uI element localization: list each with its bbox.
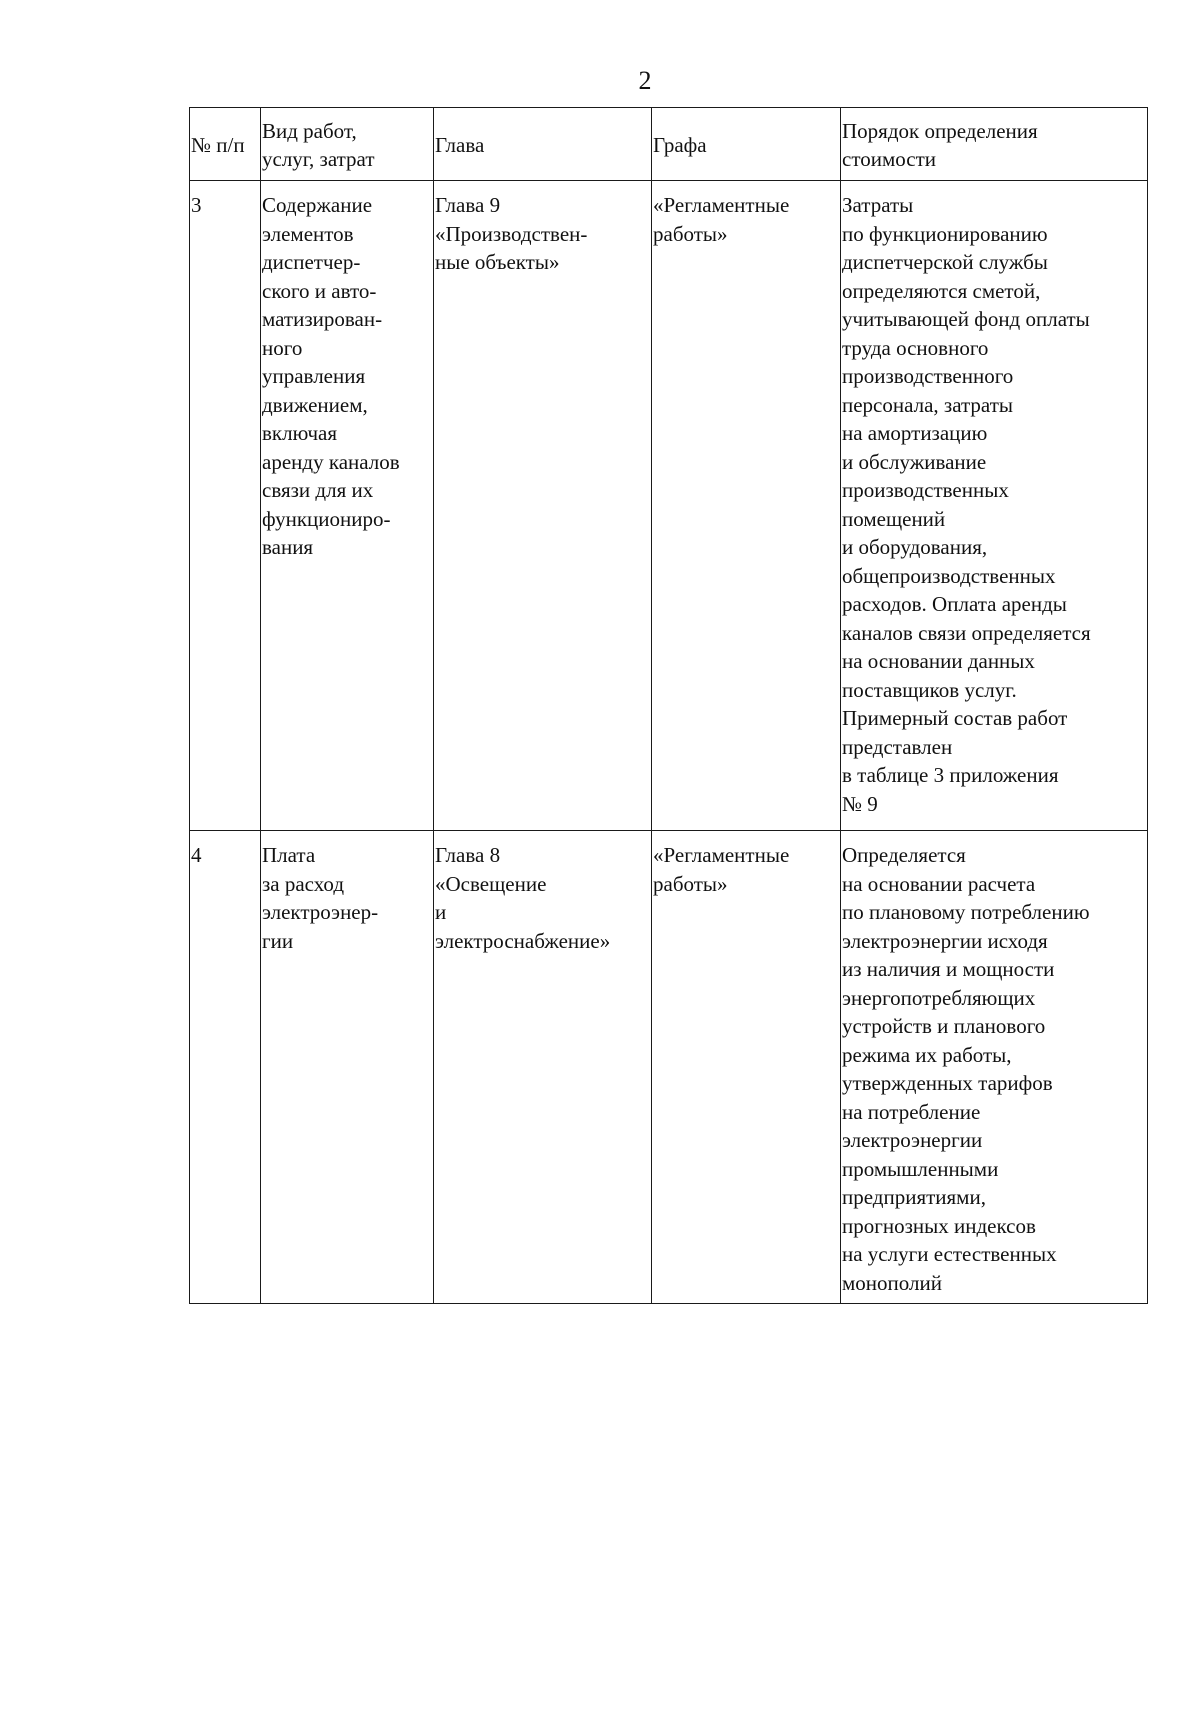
header-cell-cost-method: Порядок определения стоимости (841, 108, 1148, 181)
cell-number: 3 (190, 181, 261, 831)
table-row (190, 181, 1148, 831)
table-row (190, 831, 1148, 1304)
cell-chapter: Глава 8 «Освещение и электроснабжение» (434, 831, 652, 1304)
table-header (190, 108, 1148, 181)
cell-column: «Регламентные работы» (652, 831, 841, 1304)
cell-column: «Регламентные работы» (652, 181, 841, 831)
cell-cost-method: Определяется на основании расчета по плановому потреблению электроэнергии исходя из наличия и мощности энергопотребляющих устройств и планового режима их работы, утвержденных тарифов на потребление электроэнергии промышленными предприятиями, прогнозных индексов на услуги естественных монополий (841, 831, 1148, 1304)
header-row (190, 108, 1148, 181)
table-body (190, 181, 1148, 1304)
cost-table (189, 107, 1148, 1304)
cell-work-type: Содержание элементов диспетчер- ского и авто- матизирован- ного управления движением, включая аренду каналов связи для их функциониро- вания (261, 181, 434, 831)
header-cell-chapter: Глава (434, 108, 652, 181)
page-number: 2 (638, 66, 652, 95)
header-cell-work-type: Вид работ, услуг, затрат (261, 108, 434, 181)
header-cell-number: № п/п (190, 108, 261, 181)
header-cell-column: Графа (652, 108, 841, 181)
cell-cost-method: Затраты по функционированию диспетчерской службы определяются сметой, учитывающей фонд оплаты труда основного производственного персонала, затраты на амортизацию и обслуживание производственных помещений и оборудования, общепроизводственных расходов. Оплата аренды каналов связи определяется на основании данных поставщиков услуг. Примерный состав работ представлен в таблице 3 приложения № 9 (841, 181, 1148, 831)
cell-chapter: Глава 9 «Производствен- ные объекты» (434, 181, 652, 831)
cell-number: 4 (190, 831, 261, 1304)
cell-work-type: Плата за расход электроэнер- гии (261, 831, 434, 1304)
